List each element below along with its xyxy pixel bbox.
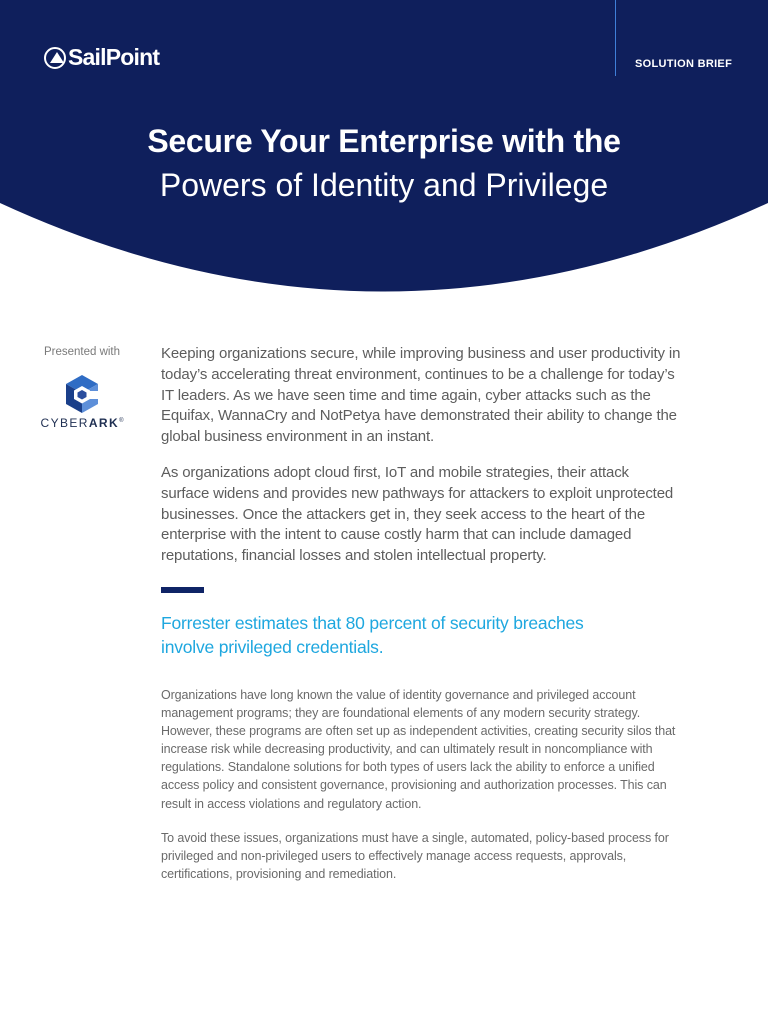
intro-section — [161, 344, 681, 567]
main-content — [161, 344, 681, 899]
body-section — [161, 686, 681, 883]
title-line-bold: Secure Your Enterprise with the — [147, 123, 621, 159]
header-divider — [615, 0, 616, 76]
sailpoint-sail-icon — [44, 47, 66, 69]
body-paragraph: To avoid these issues, organizations must have a single, automated, policy-based process for privileged and non-privileged users to effectively manage access requests, approvals, certifications, provisioning and remediation. — [161, 830, 669, 881]
cyberark-wordmark-light: CYBER — [40, 416, 89, 430]
accent-bar — [161, 587, 204, 593]
intro-paragraph: As organizations adopt cloud first, IoT and mobile strategies, their attack surface widens and provides new pathways for attackers to exploit unprotected businesses. Once the attackers get in, they seek access to the heart of the enterprise with the intent to cause costly harm that can include damaged reputations, financial losses and stolen intellectual property. — [161, 463, 674, 565]
page-title — [0, 120, 768, 208]
cyberark-hexagon-icon — [64, 374, 100, 414]
presented-with-label: Presented with — [43, 346, 121, 358]
brand-name: SailPoint — [68, 44, 160, 70]
partner-sidebar — [30, 346, 134, 430]
document-type-label: SOLUTION BRIEF — [635, 58, 733, 70]
cyberark-wordmark — [30, 416, 134, 430]
cyberark-wordmark-bold: ARK — [88, 416, 120, 430]
sailpoint-logo — [44, 44, 159, 71]
intro-paragraph: Keeping organizations secure, while improving business and user productivity in today’s accelerating threat environment, continues to be a challenge for today’s IT leaders. As we have seen time and time again, cyber attacks such as the Equifax, WannaCry and NotPetya have demonstrated their ability to change the global business environment in an instant. — [161, 345, 681, 446]
title-line-light: Powers of Identity and Privilege — [159, 167, 609, 203]
callout-quote: Forrester estimates that 80 percent of security breaches involve privileged credentials. — [161, 612, 584, 657]
body-paragraph: Organizations have long known the value of identity governance and privileged account management programs; they are foundational elements of any modern security strategy. However, these programs are often set up as independent activities, creating security silos that increase risk while decreasing productivity, and can ultimately result in noncompliance with regulations. Standalone solutions for both types of users lack the ability to enforce a unified access policy and consistent governance, provisioning and authorization processes. This can result in access violations and regulatory action. — [161, 687, 676, 811]
registered-mark: ® — [119, 418, 124, 424]
